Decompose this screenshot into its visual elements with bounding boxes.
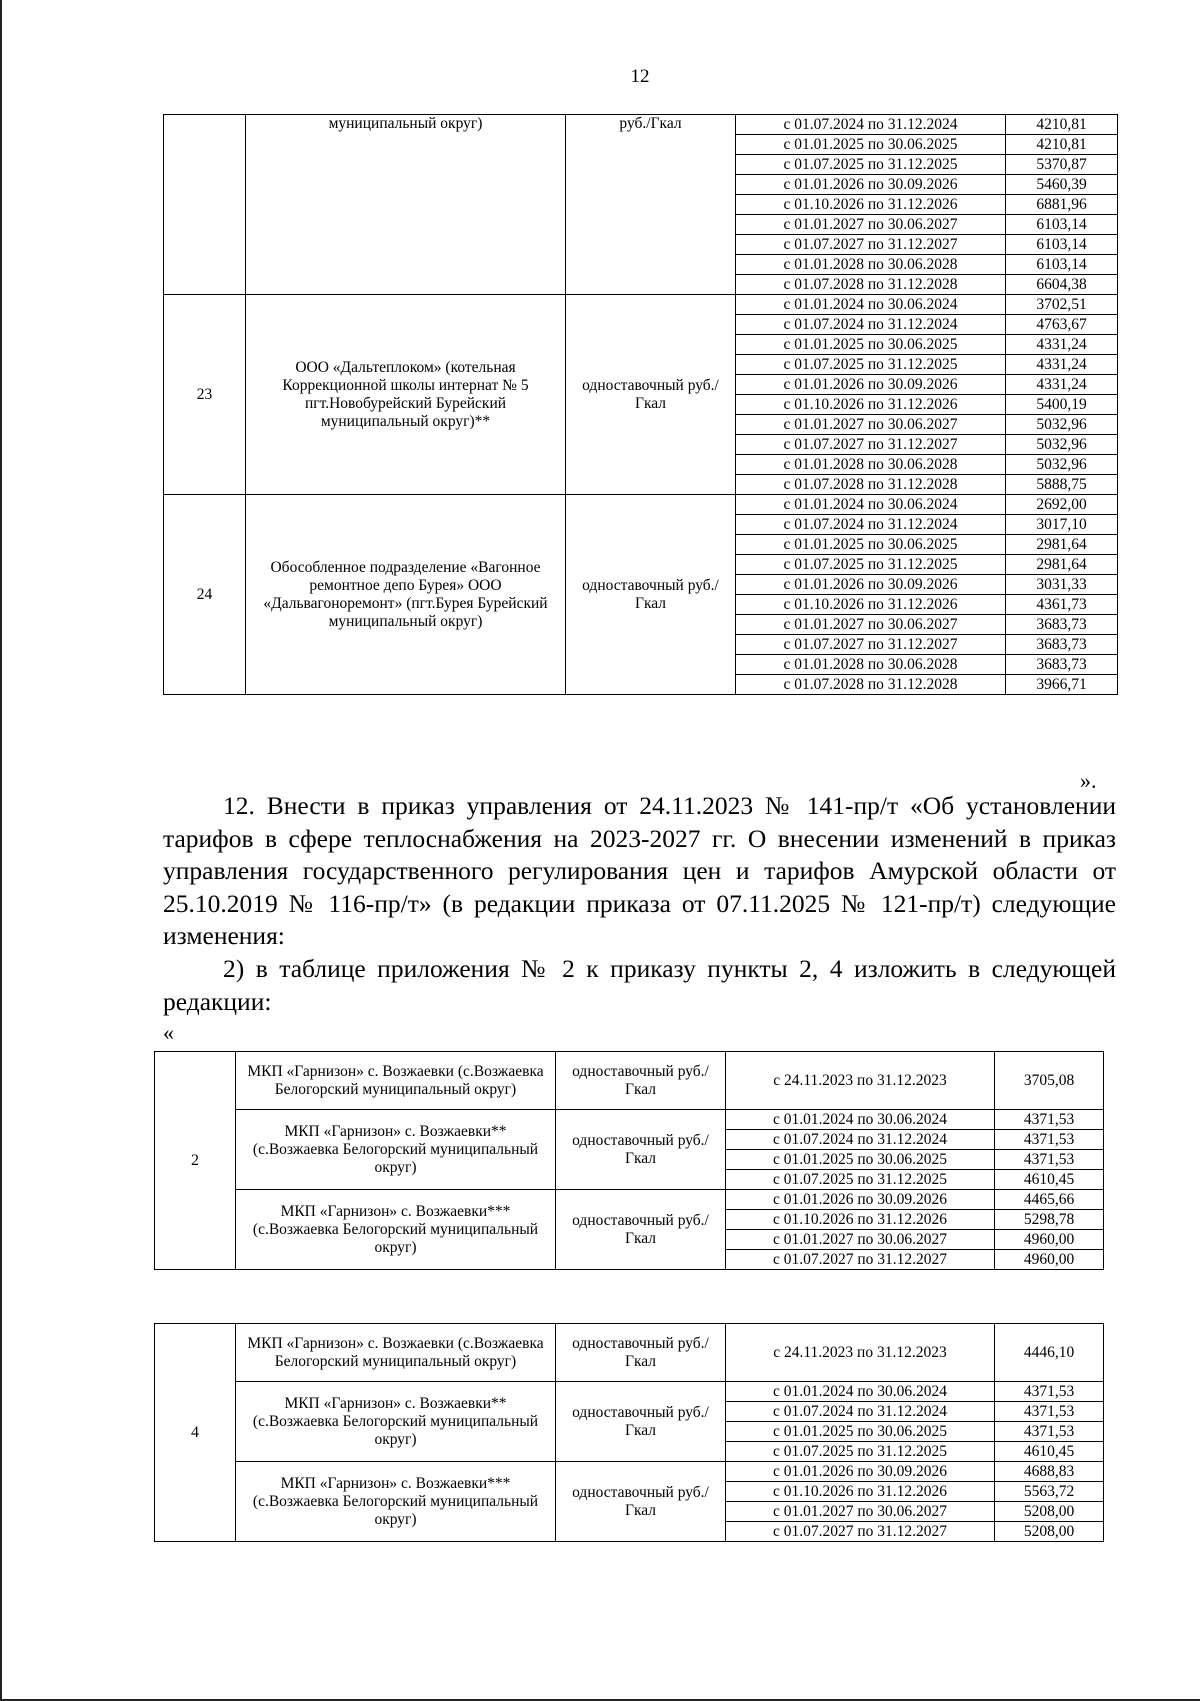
period-cell: с 01.01.2024 по 30.06.2024 bbox=[736, 495, 1006, 515]
period-cell: с 01.07.2028 по 31.12.2028 bbox=[736, 475, 1006, 495]
tariff-value-cell: 5888,75 bbox=[1006, 475, 1118, 495]
period-cell: с 01.01.2026 по 30.09.2026 bbox=[736, 575, 1006, 595]
tariff-unit: руб./Гкал bbox=[566, 115, 736, 295]
period-cell: с 01.07.2025 по 31.12.2025 bbox=[726, 1170, 995, 1190]
period-cell: с 01.07.2028 по 31.12.2028 bbox=[736, 275, 1006, 295]
period-cell: с 01.01.2028 по 30.06.2028 bbox=[736, 255, 1006, 275]
period-cell: с 01.01.2027 по 30.06.2027 bbox=[736, 415, 1006, 435]
period-cell: с 01.01.2024 по 30.06.2024 bbox=[736, 295, 1006, 315]
tariff-value-cell: 6103,14 bbox=[1006, 215, 1118, 235]
period-cell: с 01.01.2027 по 30.06.2027 bbox=[736, 615, 1006, 635]
period-cell: с 01.01.2027 по 30.06.2027 bbox=[736, 215, 1006, 235]
period-cell: с 01.01.2026 по 30.09.2026 bbox=[726, 1190, 995, 1210]
period-cell: с 01.07.2024 по 31.12.2024 bbox=[736, 315, 1006, 335]
tariff-table-item-2 bbox=[154, 1051, 1104, 1270]
table-row bbox=[155, 1382, 1104, 1402]
tariff-value-cell: 3705,08 bbox=[995, 1052, 1104, 1110]
table-row bbox=[155, 1324, 1104, 1382]
period-cell: с 01.07.2027 по 31.12.2027 bbox=[736, 635, 1006, 655]
period-cell: с 01.07.2024 по 31.12.2024 bbox=[736, 515, 1006, 535]
tariff-value-cell: 4331,24 bbox=[1006, 335, 1118, 355]
period-cell: с 01.07.2028 по 31.12.2028 bbox=[736, 675, 1006, 695]
table-row bbox=[155, 1462, 1104, 1482]
tariff-unit: одноставочный руб./Гкал bbox=[556, 1382, 726, 1462]
tariff-value-cell: 4371,53 bbox=[995, 1422, 1104, 1442]
period-cell: с 01.10.2026 по 31.12.2026 bbox=[736, 395, 1006, 415]
period-cell: с 01.07.2024 по 31.12.2024 bbox=[726, 1130, 995, 1150]
tariff-table-body bbox=[164, 115, 1118, 695]
period-cell: с 01.01.2025 по 30.06.2025 bbox=[736, 135, 1006, 155]
tariff-table-continued bbox=[163, 114, 1118, 695]
table-row bbox=[155, 1110, 1104, 1130]
table-row bbox=[155, 1052, 1104, 1110]
tariff-value-cell: 4210,81 bbox=[1006, 135, 1118, 155]
tariff-value-cell: 4331,24 bbox=[1006, 375, 1118, 395]
tariff-unit: одноставочный руб./Гкал bbox=[566, 295, 736, 495]
tariff-unit: одноставочный руб./Гкал bbox=[556, 1052, 726, 1110]
organization-name: ООО «Дальтеплоком» (котельная Коррекционной школы интернат № 5 пгт.Новобурейский Бурейский муниципальный округ)** bbox=[246, 295, 566, 495]
tariff-value-cell: 3017,10 bbox=[1006, 515, 1118, 535]
tariff-value-cell: 5208,00 bbox=[995, 1522, 1104, 1542]
row-number: 23 bbox=[164, 295, 246, 495]
tariff-value-cell: 5400,19 bbox=[1006, 395, 1118, 415]
tariff-value-cell: 4960,00 bbox=[995, 1230, 1104, 1250]
tariff-value-cell: 4361,73 bbox=[1006, 595, 1118, 615]
tariff-unit: одноставочный руб./Гкал bbox=[556, 1190, 726, 1270]
period-cell: с 01.01.2025 по 30.06.2025 bbox=[736, 335, 1006, 355]
period-cell: с 01.01.2026 по 30.09.2026 bbox=[736, 175, 1006, 195]
tariff-value-cell: 4371,53 bbox=[995, 1402, 1104, 1422]
tariff-unit: одноставочный руб./Гкал bbox=[556, 1324, 726, 1382]
tariff-value-cell: 4371,53 bbox=[995, 1150, 1104, 1170]
period-cell: с 01.07.2024 по 31.12.2024 bbox=[726, 1402, 995, 1422]
tariff-value-cell: 4763,67 bbox=[1006, 315, 1118, 335]
tariff-value-cell: 4960,00 bbox=[995, 1250, 1104, 1270]
tariff-value-cell: 4210,81 bbox=[1006, 115, 1118, 135]
tariff-value-cell: 5370,87 bbox=[1006, 155, 1118, 175]
period-cell: с 01.07.2027 по 31.12.2027 bbox=[726, 1522, 995, 1542]
organization-name: МКП «Гарнизон» с. Возжаевки*** (с.Возжаевка Белогорский муниципальный округ) bbox=[236, 1462, 556, 1542]
tariff-value-cell: 3683,73 bbox=[1006, 615, 1118, 635]
tariff-value-cell: 6881,96 bbox=[1006, 195, 1118, 215]
period-cell: с 01.01.2028 по 30.06.2028 bbox=[736, 455, 1006, 475]
paragraph-2-text: 2) в таблице приложения № 2 к приказу пункты 2, 4 изложить в следующей редакции: bbox=[163, 954, 1116, 1016]
tariff-value-cell: 4331,24 bbox=[1006, 355, 1118, 375]
tariff-value-cell: 5032,96 bbox=[1006, 435, 1118, 455]
period-cell: с 01.10.2026 по 31.12.2026 bbox=[726, 1210, 995, 1230]
table-row bbox=[164, 295, 1118, 315]
tariff-value-cell: 4446,10 bbox=[995, 1324, 1104, 1382]
period-cell: с 01.01.2024 по 30.06.2024 bbox=[726, 1110, 995, 1130]
period-cell: с 01.01.2026 по 30.09.2026 bbox=[726, 1462, 995, 1482]
tariff-value-cell: 2981,64 bbox=[1006, 535, 1118, 555]
tariff-value-cell: 4610,45 bbox=[995, 1442, 1104, 1462]
period-cell: с 01.07.2025 по 31.12.2025 bbox=[736, 155, 1006, 175]
organization-name: МКП «Гарнизон» с. Возжаевки** (с.Возжаевка Белогорский муниципальный округ) bbox=[236, 1110, 556, 1190]
organization-name: муниципальный округ) bbox=[246, 115, 566, 295]
tariff-value-cell: 2692,00 bbox=[1006, 495, 1118, 515]
organization-name: МКП «Гарнизон» с. Возжаевки** (с.Возжаевка Белогорский муниципальный округ) bbox=[236, 1382, 556, 1462]
period-cell: с 01.07.2025 по 31.12.2025 bbox=[736, 555, 1006, 575]
period-cell: с 24.11.2023 по 31.12.2023 bbox=[726, 1052, 995, 1110]
tariff-value-cell: 6604,38 bbox=[1006, 275, 1118, 295]
table-row bbox=[164, 495, 1118, 515]
period-cell: с 01.10.2026 по 31.12.2026 bbox=[736, 595, 1006, 615]
organization-name: МКП «Гарнизон» с. Возжаевки*** (с.Возжаевка Белогорский муниципальный округ) bbox=[236, 1190, 556, 1270]
tariff-value-cell: 4371,53 bbox=[995, 1382, 1104, 1402]
row-number bbox=[164, 115, 246, 295]
tariff-value-cell: 6103,14 bbox=[1006, 235, 1118, 255]
period-cell: с 01.07.2027 по 31.12.2027 bbox=[726, 1250, 995, 1270]
table-row bbox=[155, 1190, 1104, 1210]
item-number: 2 bbox=[155, 1052, 236, 1270]
paragraph-12 bbox=[163, 790, 1116, 953]
tariff-value-cell: 3966,71 bbox=[1006, 675, 1118, 695]
table-row bbox=[164, 115, 1118, 135]
paragraph-2 bbox=[163, 953, 1116, 1018]
page-number: 12 bbox=[630, 66, 650, 87]
period-cell: с 01.01.2026 по 30.09.2026 bbox=[736, 375, 1006, 395]
period-cell: с 01.01.2024 по 30.06.2024 bbox=[726, 1382, 995, 1402]
tariff-unit: одноставочный руб./Гкал bbox=[556, 1110, 726, 1190]
tariff-value-cell: 3683,73 bbox=[1006, 635, 1118, 655]
period-cell: с 01.07.2024 по 31.12.2024 bbox=[736, 115, 1006, 135]
scan-border-left bbox=[0, 0, 2, 1701]
organization-name: Обособленное подразделение «Вагонное ремонтное депо Бурея» ООО «Дальвагоноремонт» (пгт.Бурея Бурейский муниципальный округ) bbox=[246, 495, 566, 695]
tariff-value-cell: 3031,33 bbox=[1006, 575, 1118, 595]
tariff-value-cell: 4610,45 bbox=[995, 1170, 1104, 1190]
period-cell: с 01.01.2025 по 30.06.2025 bbox=[726, 1150, 995, 1170]
opening-quote: « bbox=[163, 1020, 174, 1045]
tariff-value-cell: 5032,96 bbox=[1006, 455, 1118, 475]
organization-name: МКП «Гарнизон» с. Возжаевки (с.Возжаевка Белогорский муниципальный округ) bbox=[236, 1324, 556, 1382]
period-cell: с 01.07.2025 по 31.12.2025 bbox=[726, 1442, 995, 1462]
tariff-value-cell: 5298,78 bbox=[995, 1210, 1104, 1230]
tariff-value-cell: 5460,39 bbox=[1006, 175, 1118, 195]
period-cell: с 01.07.2027 по 31.12.2027 bbox=[736, 235, 1006, 255]
item-2-body bbox=[155, 1052, 1104, 1270]
period-cell: с 01.01.2025 по 30.06.2025 bbox=[726, 1422, 995, 1442]
tariff-value-cell: 2981,64 bbox=[1006, 555, 1118, 575]
tariff-value-cell: 3683,73 bbox=[1006, 655, 1118, 675]
period-cell: с 01.01.2025 по 30.06.2025 bbox=[736, 535, 1006, 555]
item-number: 4 bbox=[155, 1324, 236, 1542]
period-cell: с 01.01.2027 по 30.06.2027 bbox=[726, 1502, 995, 1522]
item-4-body bbox=[155, 1324, 1104, 1542]
tariff-unit: одноставочный руб./Гкал bbox=[556, 1462, 726, 1542]
tariff-value-cell: 6103,14 bbox=[1006, 255, 1118, 275]
period-cell: с 01.07.2027 по 31.12.2027 bbox=[736, 435, 1006, 455]
period-cell: с 01.10.2026 по 31.12.2026 bbox=[726, 1482, 995, 1502]
row-number: 24 bbox=[164, 495, 246, 695]
tariff-value-cell: 4371,53 bbox=[995, 1110, 1104, 1130]
organization-name: МКП «Гарнизон» с. Возжаевки (с.Возжаевка Белогорский муниципальный округ) bbox=[236, 1052, 556, 1110]
period-cell: с 01.10.2026 по 31.12.2026 bbox=[736, 195, 1006, 215]
tariff-value-cell: 4371,53 bbox=[995, 1130, 1104, 1150]
tariff-unit: одноставочный руб./Гкал bbox=[566, 495, 736, 695]
paragraph-12-text: 12. Внести в приказ управления от 24.11.2023 № 141-пр/т «Об установлении тарифов в сфере теплоснабжения на 2023-2027 гг. О внесении изменений в приказ управления государственного регулирования цен и тарифов Амурской области от 25.10.2019 № 116-пр/т» (в редакции приказа от 07.11.2025 № 121-пр/т) следующие изменения: bbox=[163, 791, 1116, 950]
closing-quote: ». bbox=[1080, 768, 1097, 793]
tariff-value-cell: 5032,96 bbox=[1006, 415, 1118, 435]
tariff-value-cell: 3702,51 bbox=[1006, 295, 1118, 315]
tariff-table-item-4 bbox=[154, 1323, 1104, 1542]
tariff-value-cell: 4465,66 bbox=[995, 1190, 1104, 1210]
tariff-value-cell: 5208,00 bbox=[995, 1502, 1104, 1522]
period-cell: с 24.11.2023 по 31.12.2023 bbox=[726, 1324, 995, 1382]
tariff-value-cell: 4688,83 bbox=[995, 1462, 1104, 1482]
period-cell: с 01.01.2028 по 30.06.2028 bbox=[736, 655, 1006, 675]
period-cell: с 01.01.2027 по 30.06.2027 bbox=[726, 1230, 995, 1250]
period-cell: с 01.07.2025 по 31.12.2025 bbox=[736, 355, 1006, 375]
tariff-value-cell: 5563,72 bbox=[995, 1482, 1104, 1502]
